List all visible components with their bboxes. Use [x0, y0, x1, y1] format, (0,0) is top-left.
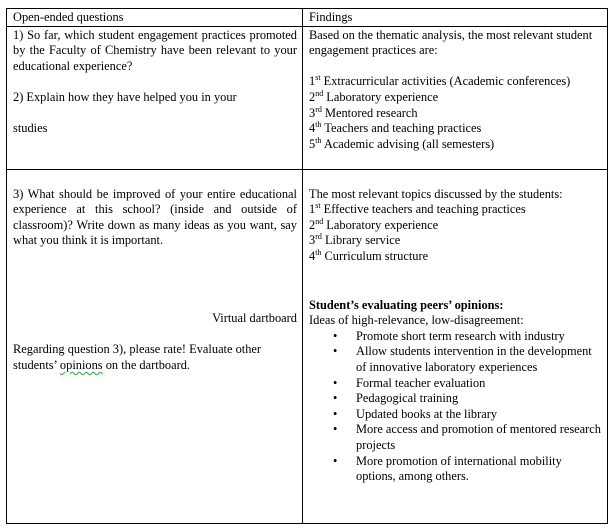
- topic-item-text: Curriculum structure: [321, 248, 429, 263]
- questions-cell: [7, 26, 303, 169]
- practice-item-text: Extracurricular activities (Academic conferences): [320, 74, 571, 89]
- findings-cell: [303, 169, 608, 523]
- practice-item-text: Teachers and teaching practices: [321, 121, 482, 136]
- practice-item-text: Academic advising (all semesters): [321, 136, 495, 151]
- rating-instruction: Regarding question 3), please rate! Evaluate other students’ opinions on the dartboard.: [13, 342, 262, 372]
- practice-item-rank: 3: [309, 105, 316, 120]
- evaluation-heading: Student’s evaluating peers’ opinions:: [309, 297, 504, 312]
- dartboard-label: Virtual dartboard: [212, 310, 297, 325]
- header-cell-questions: Open-ended questions: [7, 9, 303, 27]
- topic-item-rank: 1: [309, 202, 316, 217]
- practice-item-rank-suffix: th: [315, 120, 322, 130]
- idea-item: • Updated books at the library: [356, 407, 602, 423]
- idea-item: • Pedagogical training: [356, 391, 602, 407]
- practice-item: [309, 137, 602, 153]
- topic-item-rank: 2: [309, 217, 316, 232]
- table-row: [7, 169, 608, 523]
- practice-item-rank-suffix: st: [315, 73, 321, 83]
- topic-item: [309, 218, 602, 234]
- findings-table: [6, 8, 608, 524]
- topic-item: [309, 233, 602, 249]
- practice-item: [309, 90, 602, 106]
- question-2: 2) Explain how they have helped you in your: [13, 89, 237, 104]
- idea-item: • Promote short term research with industry: [356, 329, 602, 345]
- practice-item: [309, 74, 602, 90]
- practice-item-rank: 1: [309, 74, 316, 89]
- practice-item-rank-suffix: nd: [315, 88, 324, 98]
- topic-item-text: Laboratory experience: [323, 217, 439, 232]
- topic-item: [309, 249, 602, 265]
- question-1: 1) So far, which student engagement practices promoted by the Faculty of Chemistry have been relevant to your educational experience?: [13, 27, 297, 73]
- table-row: [7, 26, 608, 169]
- findings-cell: [303, 26, 608, 169]
- idea-list: [309, 329, 602, 485]
- practice-item-text: Laboratory experience: [323, 89, 439, 104]
- practice-item-rank: 2: [309, 89, 316, 104]
- practice-item-rank-suffix: rd: [315, 104, 322, 114]
- practice-list: [309, 74, 602, 152]
- idea-item: • Allow students intervention in the development of innovative laboratory experiences: [356, 344, 602, 375]
- idea-item: • More access and promotion of mentored research projects: [356, 422, 602, 453]
- practice-item-text: Mentored research: [321, 105, 418, 120]
- idea-item: • Formal teacher evaluation: [356, 376, 602, 392]
- topic-item: [309, 202, 602, 218]
- practice-item-rank: 5: [309, 136, 316, 151]
- topics-intro: The most relevant topics discussed by the students:: [309, 186, 563, 201]
- topic-list: [309, 202, 602, 264]
- topic-item-text: Effective teachers and teaching practices: [320, 202, 526, 217]
- question-2-continued: studies: [13, 121, 48, 136]
- topic-item-text: Library service: [321, 233, 401, 248]
- practice-item: [309, 106, 602, 122]
- topic-item-rank-suffix: st: [315, 201, 321, 211]
- findings-intro: Based on the thematic analysis, the most relevant student engagement practices are:: [309, 27, 593, 58]
- idea-item: • More promotion of international mobility options, among others.: [356, 454, 602, 485]
- topic-item-rank: 3: [309, 233, 316, 248]
- header-cell-findings: Findings: [303, 9, 608, 27]
- topic-item-rank-suffix: th: [315, 247, 322, 257]
- question-3: 3) What should be improved of your entire educational experience at this school? (inside and outside of classroom)? Write down as many ideas as you want, say what you think it is important.: [13, 186, 297, 248]
- table-header-row: [7, 9, 608, 27]
- topic-item-rank-suffix: rd: [315, 232, 322, 242]
- practice-item-rank-suffix: th: [315, 135, 322, 145]
- questions-cell: [7, 169, 303, 523]
- practice-item: [309, 121, 602, 137]
- topic-item-rank-suffix: nd: [315, 216, 324, 226]
- topic-item-rank: 4: [309, 248, 316, 263]
- ideas-intro: Ideas of high-relevance, low-disagreement:: [309, 313, 524, 328]
- practice-item-rank: 4: [309, 121, 316, 136]
